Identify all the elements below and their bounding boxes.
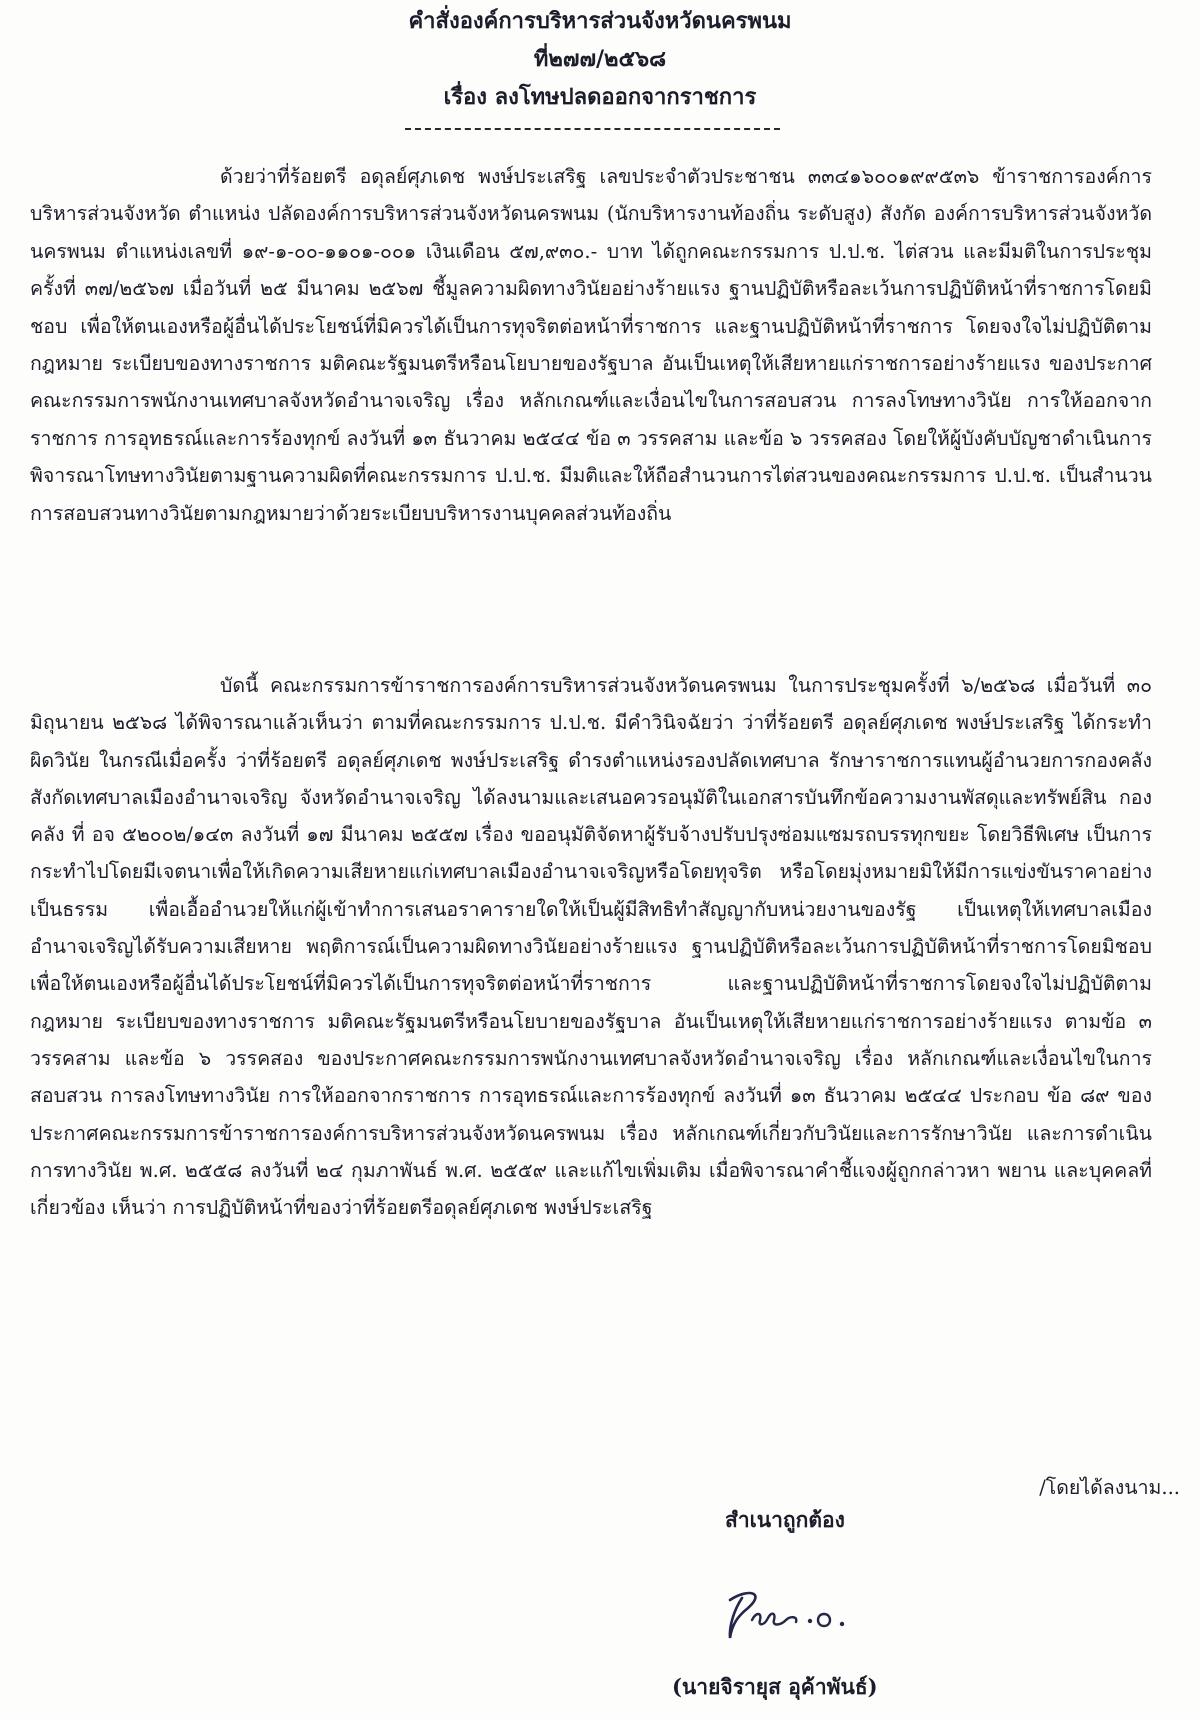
order-subject: เรื่อง ลงโทษปลดออกจากราชการ <box>443 84 757 110</box>
order-title: คำสั่งองค์การบริหารส่วนจังหวัดนครพนม <box>408 8 792 34</box>
header-separator <box>405 128 780 130</box>
signer-name: (นายจิรายุส อุค้าพันธ์) <box>672 1674 878 1699</box>
order-number: ที่๒๗๗/๒๕๖๘ <box>533 46 667 72</box>
body-paragraph-1: ด้วยว่าที่ร้อยตรี อดุลย์ศุภเดช พงษ์ประเสริฐ เลขประจำตัวประชาชน ๓๓๔๑๖๐๐๑๙๙๕๓๖ ข้าราชการองค์การบริหารส่วนจังหวัด ตำแหน่ง ปลัดองค์การบริหารส่วนจังหวัดนครพนม (นักบริหารงานท้องถิ่น ระดับสูง) สังกัด องค์การบริหารส่วนจังหวัดนครพนม ตำแหน่งเลขที่ ๑๙-๑-๐๐-๑๑๐๑-๐๐๑ เงินเดือน ๕๗,๙๓๐.- บาท ได้ถูกคณะกรรมการ ป.ป.ช. ไต่สวน และมีมติในการประชุมครั้งที่ ๓๗/๒๕๖๗ เมื่อวันที่ ๒๕ มีนาคม ๒๕๖๗ ชี้มูลความผิดทางวินัยอย่างร้ายแรง ฐานปฏิบัติหรือละเว้นการปฏิบัติหน้าที่ราชการโดยมิชอบ เพื่อให้ตนเองหรือผู้อื่นได้ประโยชน์ที่มิควรได้เป็นการทุจริตต่อหน้าที่ราชการ และฐานปฏิบัติหน้าที่ราชการ โดยจงใจไม่ปฏิบัติตามกฎหมาย ระเบียบของทางราชการ มติคณะรัฐมนตรีหรือนโยบายของรัฐบาล อันเป็นเหตุให้เสียหายแก่ราชการอย่างร้ายแรง ของประกาศคณะกรรมการพนักงานเทศบาลจังหวัดอำนาจเจริญ เรื่อง หลักเกณฑ์และเงื่อนไขในการสอบสวน การลงโทษทางวินัย การให้ออกจากราชการ การอุทธรณ์และการร้องทุกข์ ลงวันที่ ๑๓ ธันวาคม ๒๕๔๔ ข้อ ๓ วรรคสาม และข้อ ๖ วรรคสอง โดยให้ผู้บังคับบัญชาดำเนินการพิจารณาโทษทางวินัยตามฐานความผิดที่คณะกรรมการ ป.ป.ช. มีมติและให้ถือสำนวนการไต่สวนของคณะกรรมการ ป.ป.ช. เป็นสำนวนการสอบสวนทางวินัยตามกฎหมายว่าด้วยระเบียบบริหารงานบุคคลส่วนท้องถิ่น <box>30 165 1152 525</box>
handwritten-signature <box>708 1580 868 1650</box>
continued-marker: /โดยได้ลงนาม... <box>1039 1476 1180 1499</box>
body-paragraph-2: บัดนี้ คณะกรรมการข้าราชการองค์การบริหารส่วนจังหวัดนครพนม ในการประชุมครั้งที่ ๖/๒๕๖๘ เมื่อวันที่ ๓๐ มิถุนายน ๒๕๖๘ ได้พิจารณาแล้วเห็นว่า ตามที่คณะกรรมการ ป.ป.ช. มีคำวินิจฉัยว่า ว่าที่ร้อยตรี อดุลย์ศุภเดช พงษ์ประเสริฐ ได้กระทำผิดวินัย ในกรณีเมื่อครั้ง ว่าที่ร้อยตรี อดุลย์ศุภเดช พงษ์ประเสริฐ ดำรงตำแหน่งรองปลัดเทศบาล รักษาราชการแทนผู้อำนวยการกองคลัง สังกัดเทศบาลเมืองอำนาจเจริญ จังหวัดอำนาจเจริญ ได้ลงนามและเสนอควรอนุมัติในเอกสารบันทึกข้อความงานพัสดุและทรัพย์สิน กองคลัง ที่ อจ ๕๒๐๐๒/๑๔๓ ลงวันที่ ๑๗ มีนาคม ๒๕๕๗ เรื่อง ขออนุมัติจัดหาผู้รับจ้างปรับปรุงซ่อมแซมรถบรรทุกขยะ โดยวิธีพิเศษ เป็นการกระทำไปโดยมีเจตนาเพื่อให้เกิดความเสียหายแก่เทศบาลเมืองอำนาจเจริญหรือโดยทุจริต หรือโดยมุ่งหมายมิให้มีการแข่งขันราคาอย่างเป็นธรรม เพื่อเอื้ออำนวยให้แก่ผู้เข้าทำการเสนอราคารายใดให้เป็นผู้มีสิทธิทำสัญญากับหน่วยงานของรัฐ เป็นเหตุให้เทศบาลเมืองอำนาจเจริญได้รับความเสียหาย พฤติการณ์เป็นความผิดทางวินัยอย่างร้ายแรง ฐานปฏิบัติหรือละเว้นการปฏิบัติหน้าที่ราชการโดยมิชอบเพื่อให้ตนเองหรือผู้อื่นได้ประโยชน์ที่มิควรได้เป็นการทุจริตต่อหน้าที่ราชการ และฐานปฏิบัติหน้าที่ราชการโดยจงใจไม่ปฏิบัติตามกฎหมาย ระเบียบของทางราชการ มติคณะรัฐมนตรีหรือนโยบายของรัฐบาล อันเป็นเหตุให้เสียหายแก่ราชการอย่างร้ายแรง ตามข้อ ๓ วรรคสาม และข้อ ๖ วรรคสอง ของประกาศคณะกรรมการพนักงานเทศบาลจังหวัดอำนาจเจริญ เรื่อง หลักเกณฑ์และเงื่อนไขในการสอบสวน การลงโทษทางวินัย การให้ออกจากราชการ การอุทธรณ์และการร้องทุกข์ ลงวันที่ ๑๓ ธันวาคม ๒๕๔๔ ประกอบ ข้อ ๘๙ ของประกาศคณะกรรมการข้าราชการองค์การบริหารส่วนจังหวัดนครพนม เรื่อง หลักเกณฑ์เกี่ยวกับวินัยและการรักษาวินัย และการดำเนินการทางวินัย พ.ศ. ๒๕๕๘ ลงวันที่ ๒๔ กุมภาพันธ์ พ.ศ. ๒๕๕๙ และแก้ไขเพิ่มเติม เมื่อพิจารณาคำชี้แจงผู้ถูกกล่าวหา พยาน และบุคคลที่เกี่ยวข้อง เห็นว่า การปฏิบัติหน้าที่ของว่าที่ร้อยตรีอดุลย์ศุภเดช พงษ์ประเสริฐ <box>30 674 1152 1220</box>
certified-true-copy-label: สำเนาถูกต้อง <box>725 1507 845 1532</box>
